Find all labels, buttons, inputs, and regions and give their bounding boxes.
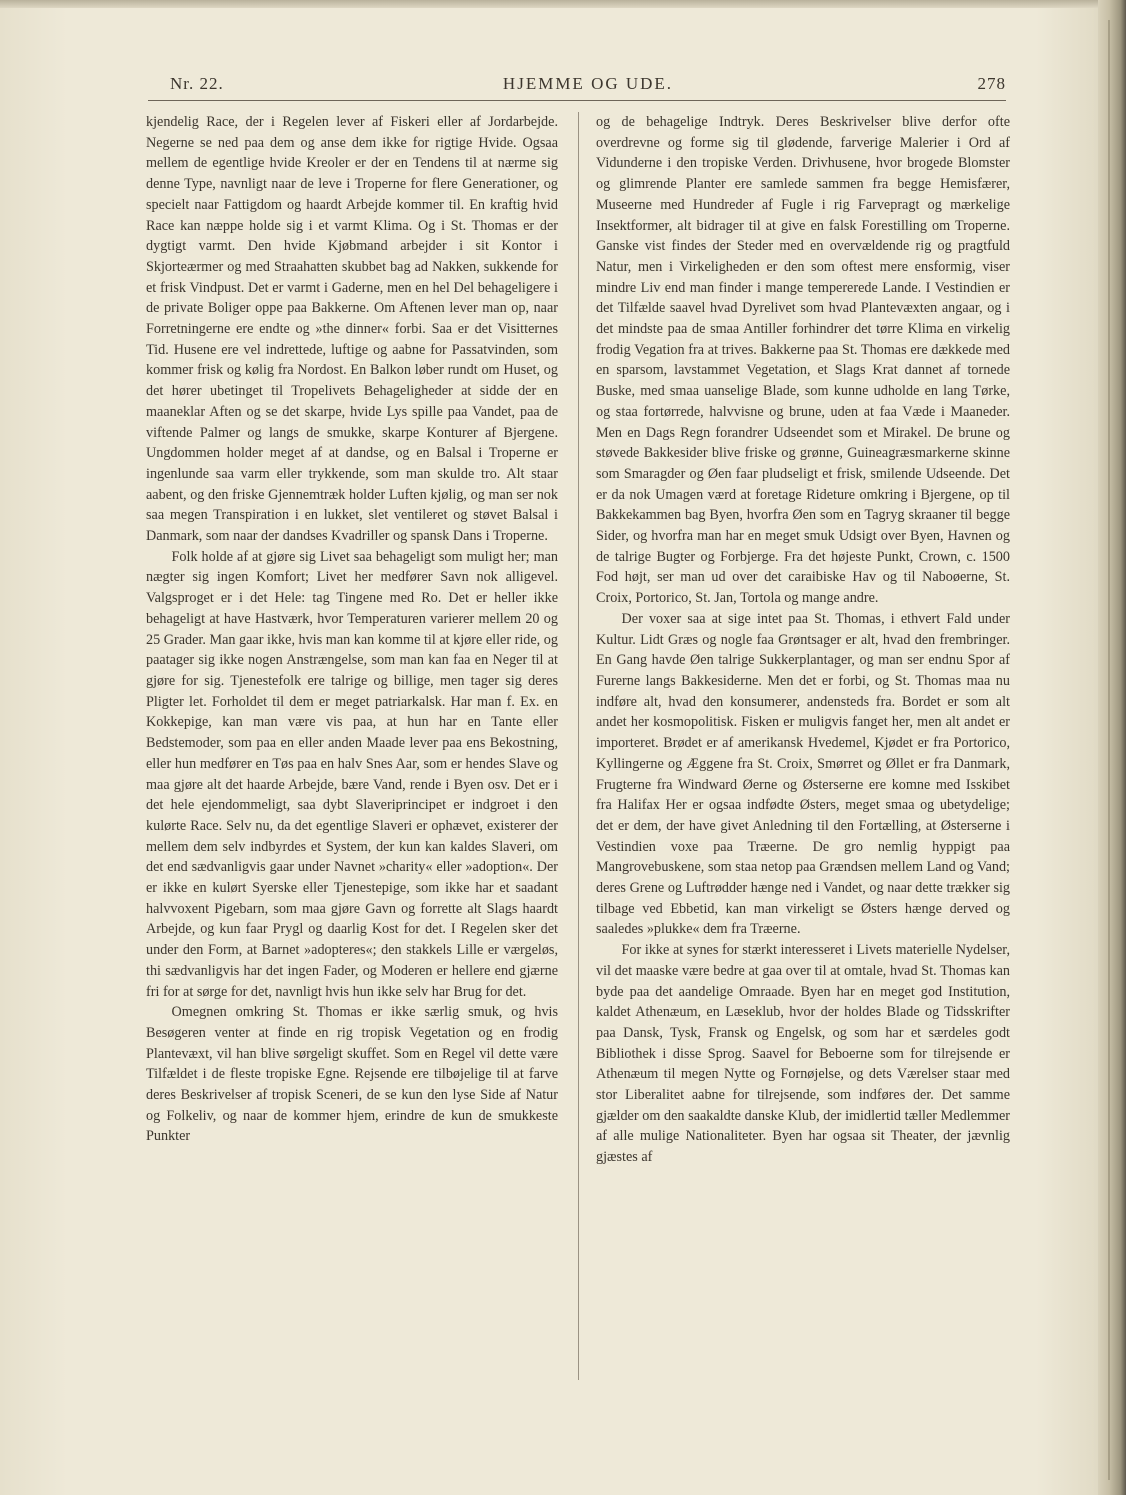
binding-line <box>1108 20 1110 1480</box>
column-divider <box>578 112 579 1380</box>
running-header <box>170 74 1006 100</box>
paragraph: Omegnen omkring St. Thomas er ikke særlig smuk, og hvis Besøgeren venter at finde en rig tropisk Vegetation og en frodig Plantevæxt, vil han blive sørgeligt skuffet. Som en Regel vil dette være Tilfældet i de fleste tropiske Egne. Rejsende ere tilbøjelige til at farve deres Beskrivelser af tropisk Sceneri, de se kun den lyse Side af Natur og Folkeliv, og naar de kommer hjem, erindre de kun de smukkeste Punkter <box>146 1004 558 1145</box>
book-binding <box>1098 0 1126 1495</box>
page-number: 278 <box>977 74 1006 93</box>
paragraph: For ikke at synes for stærkt interesseret i Livets materielle Nydelser, vil det maaske være bedre at gaa over til at omtale, hvad St. Thomas kan byde paa det aandelige Omraade. Byen har en meget god Institution, kaldet Athenæum, en Læseklub, hvor der holdes Blade og Tidsskrifter paa Dansk, Tysk, Fransk og Engelsk, og som har et særdeles godt Bibliothek i disse Sprog. Saavel for Beboerne som for tilrejsende er Athenæum til megen Nytte og Fornøjelse, og dets Værelser staar med stor Liberalitet aabne for tilrejsende, som indføres der. Det samme gjælder om den saakaldte danske Klub, der imidlertid tæller Medlemmer af alle mulige Nationaliteter. Byen har ogsaa sit Theater, der jævnlig gjæstes af <box>596 942 1010 1166</box>
issue-number: Nr. 22. <box>170 74 224 93</box>
paragraph: kjendelig Race, der i Regelen lever af Fiskeri eller af Jordarbejde. Negerne se ned paa dem og anse dem ikke for rigtige Hvide. Ogsaa mellem de egentlige hvide Kreoler er der en Tendens til at nærme sig denne Type, navnligt naar de leve i Troperne for flere Generationer, og specielt naar Fattigdom og haardt Arbejde kommer til. En kraftig hvid Race kan næppe holde sig i et varmt Klima. Og i St. Thomas er der dygtigt varmt. Den hvide Kjøbmand arbejder i sit Kontor i Skjorteærmer og med Straahatten skubbet bag ad Nakken, sukkende for et frisk Vindpust. Det er varmt i Gaderne, men en hel Del behageligere i de private Boliger oppe paa Bakkerne. Om Aftenen lever man op, naar Forretningerne ere endte og »the dinner« forbi. Saa er det Visitternes Tid. Husene ere vel indrettede, luftige og aabne for Passatvinden, som kommer frisk og kølig fra Nordost. En Balkon løber rundt om Huset, og det hører ubetinget til Tropelivets Behageligheder at sidde der en maaneklar Aften og se det skarpe, hvide Lys spille paa Vandet, paa de viftende Palmer og langs de smukke, skarpe Konturer af Bjergene. Ungdommen holder meget af at dandse, og en Balsal i Troperne er ingenlunde saa varm eller trykkende, som man skulde tro. Alt staar aabent, og den friske Gjennemtræk holder Luften kjølig, og man ser nok saa megen Transpiration i en lukket, slet ventileret og støvet Balsal i Danmark, som naar der dandses Kvadriller og spansk Dans i Troperne. <box>146 114 558 545</box>
paragraph: og de behagelige Indtryk. Deres Beskrivelser blive derfor ofte overdrevne og forme sig til glødende, farverige Malerier i Ord af Vidunderne i den tropiske Verden. Drivhusene, hvor brogede Blomster og glimrende Planter ere samlede sammen fra begge Hemisfærer, Museerne med Hundreder af Fugle i rig Farvepragt og mærkelige Insektformer, alt bidrager til at give en falsk Forestilling om Troperne. Ganske vist findes der Steder med en overvældende rig og pragtfuld Natur, men i Virkeligheden er den som oftest mere ensformig, viser mindre Liv end man finder i mange tempererede Lande. I Vestindien er det Tilfælde saavel hvad Dyrelivet som hvad Plantevæxten angaar, og i det mindste paa de smaa Antiller forhindrer det tørre Klima en virkelig frodig Vegation fra at trives. Bakkerne paa St. Thomas ere dækkede med en sparsom, lavstammet Vegetation, et Slags Krat dannet af tornede Buske, med smaa uanselige Blade, som kunne udholde en lang Tørke, og staa fortørrede, halvvisne og brune, uden at faa Væde i Maaneder. Men en Dags Regn forandrer Udseendet som et Mirakel. De brune og støvede Bakkesider blive friske og grønne, Guineagræsmarkerne skinne som Smaragder og Øen faar pludseligt et frisk, smilende Udseende. Det er da nok Umagen værd at foretage Rideture omkring i Bjergene, op til Bakkekammen bag Byen, hvorfra Øen som en Tagryg skraaner til begge Sider, og hvorfra man har en meget smuk Udsigt over Byen, Havnen og de talrige Bugter og Forbjerge. Fra det højeste Punkt, Crown, c. 1500 Fod højt, ser man ud over det caraibiske Hav og til Naboøerne, St. Croix, Portorico, St. Jan, Tortola og mange andre. <box>596 114 1010 607</box>
paragraph: Der voxer saa at sige intet paa St. Thomas, i ethvert Fald under Kultur. Lidt Græs og nogle faa Grøntsager er alt, hvad den frembringer. En Gang havde Øen talrige Sukkerplantager, og man ser endnu Spor af Furerne langs Bakkesiderne. Men det er forbi, og St. Thomas maa nu indføre alt, hvad den konsumerer, andensteds fra. Bordet er som alt andet her kosmopolitisk. Fisken er muligvis fanget her, men alt andet er importeret. Brødet er af amerikansk Hvedemel, Kjødet er fra Portorico, Kyllingerne og Æggene fra St. Croix, Smørret og Øllet er fra Danmark, Frugterne fra Windward Øerne og Østerserne ere komne med Isskibet fra Halifax Her er ogsaa indfødte Østers, meget smaa og ubetydelige; det er dem, der have givet Anledning til den Fortælling, at Østerserne i Vestindien voxe paa Træerne. De gro nemlig hyppigt paa Mangrovebuskene, som staa netop paa Grændsen mellem Land og Vand; deres Grene og Luftrødder hænge ned i Vandet, og naar dette trækker sig tilbage ved Ebbetid, kan man virkeligt se Østers hænge derved og saaledes »plukke« dem fra Træerne. <box>596 610 1010 938</box>
page-top-edge <box>0 0 1126 8</box>
header-rule <box>148 100 1006 101</box>
right-column <box>596 112 1010 1168</box>
left-column <box>146 112 558 1147</box>
journal-title: HJEMME OG UDE. <box>502 74 674 93</box>
paragraph: Folk holde af at gjøre sig Livet saa behageligt som muligt her; man nægter sig ingen Komfort; Livet her medfører Savn nok alligevel. Valgsproget er i det Hele: tag Tingene med Ro. Det er heller ikke behageligt at have Hastværk, hvor Temperaturen varierer mellem 20 og 25 Grader. Man gaar ikke, hvis man kan komme til at kjøre eller ride, og paatager sig ikke nogen Anstrængelse, som man kan faa en Neger til at gjøre for sig. Tjenestefolk ere talrige og billige, men tager sig deres Pligter let. Forholdet til dem er meget patriarkalsk. Har man f. Ex. en Kokkepige, kan man være vis paa, at hun har en Tante eller Bedstemoder, som paa en eller anden Maade lever paa ens Bekostning, eller hun medfører en Tøs paa en halv Snes Aar, som er hendes Slave og maa gjøre alt det haarde Arbejde, bære Vand, rende i Byen osv. Det er i det hele ejendommeligt, saa dybt Slaveriprincipet er indgroet i den kulørte Race. Selv nu, da det egentlige Slaveri er ophævet, existerer der mellem dem selv indbyrdes et System, der kun kan kaldes Slaveri, om det end sædvanligvis gaar under Navnet »charity« eller »adoption«. Der er ikke en kulørt Syerske eller Tjenestepige, som ikke har et saadant halvvoxent Pigebarn, som maa gjøre Gavn og forrette alt Slags haardt Arbejde, og kun faar Prygl og daarlig Kost for det. I Regelen sker det under den Form, at Barnet »adopteres«; den stakkels Lille er værgeløs, thi sædvanligvis har det ingen Fader, og Moderen er hellere end gjærne fri for at sørge for det, navnligt hvis hun ikke selv har Brug for det. <box>146 548 558 1000</box>
